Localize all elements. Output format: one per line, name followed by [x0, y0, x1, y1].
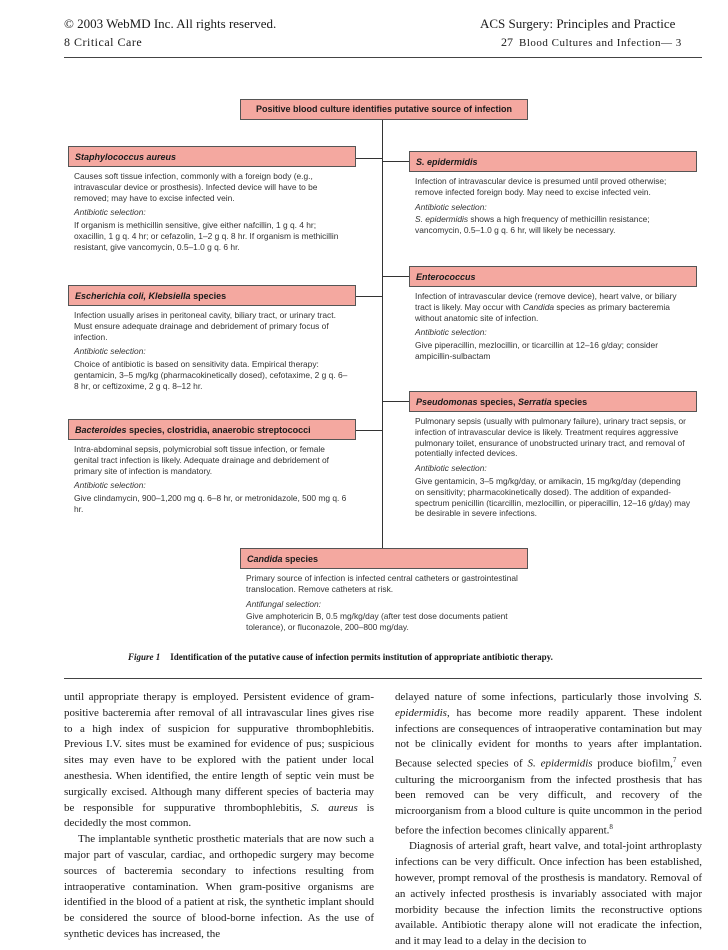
- figure-caption-text: Identification of the putative cause of infection permits institution of appropriate antibiotic therapy.: [170, 652, 553, 662]
- connector-staph: [355, 158, 382, 159]
- pseudo-desc: Pulmonary sepsis (usually with pulmonary failure), urinary tract sepsis, or infection of intravascular device is likely. Treatment requires aggressive pulmonary toilet, ensurance of unobstructed urinary tract, and removal of potentially infected devices.: [415, 416, 686, 459]
- entero-desc: Infection of intravascular device (remove device), heart valve, or biliary tract is likely. May occur with Candida species as primary bacteremia without anatomic site of infection.: [415, 291, 677, 323]
- right-column: [395, 690, 702, 950]
- entero-label: Antibiotic selection:: [415, 327, 487, 338]
- ecoli-therapy: Choice of antibiotic is based on sensitivity data. Empirical therapy: gentamicin, 3–5 mg/kg (pharmacokinetically dosed), cefotaxime, 2 g q. 6–8 hr, or ceftizoxime, 2 g q. 8–12 hr.: [74, 359, 348, 391]
- caption-rule: [64, 678, 702, 679]
- bact-title: Bacteroides species, clostridia, anaerobic streptococci: [68, 419, 356, 440]
- staph-label: Antibiotic selection:: [74, 207, 146, 218]
- connector-bact: [355, 430, 382, 431]
- figure-label: Figure 1: [128, 652, 161, 662]
- connector-entero: [382, 276, 409, 277]
- figure-caption: [128, 652, 553, 662]
- book-title: ACS Surgery: Principles and Practice: [480, 16, 676, 31]
- header-rule: [64, 57, 702, 58]
- box-enterococcus: [409, 266, 697, 366]
- pseudo-label: Antibiotic selection:: [415, 463, 487, 474]
- entero-title: Enterococcus: [409, 266, 697, 287]
- candida-label: Antifungal selection:: [246, 598, 321, 609]
- left-paragraph-1: until appropriate therapy is employed. Persistent evidence of gram-positive bacteremia after removal of all intravascular lines gives rise to a high index of suspicion for suppurative thrombophlebitis. Previous I.V. sites must be examined for evidence of pus; suspicious sites may even have to be explored with the patient under local anesthesia. When identified, the entire length of septic vein must be surgically excised. Although many different species of bacteria may be responsible for suppurative thrombophlebitis, S. aureus is decidedly the most common.: [64, 691, 374, 830]
- right-paragraph-2: Diagnosis of arterial graft, heart valve, and total-joint arthroplasty infections can be very difficult. Once infection has been established, however, prompt removal of the prosthesis is mandatory. Removal of an actively infected prosthesis is invariably associated with major morbidity because the infection limits the reconstructive options available. Antibiotic therapy alone will not eradicate the infection, and it may lead to a delay in the decision to: [395, 840, 702, 948]
- flowchart-top-box: Positive blood culture identifies putative source of infection: [240, 99, 528, 120]
- section-label: 8 Critical Care: [64, 35, 143, 49]
- box-pseudomonas-serratia: [409, 391, 697, 523]
- ecoli-title: Escherichia coli, Klebsiella species: [68, 285, 356, 306]
- sepi-label: Antibiotic selection:: [415, 201, 487, 212]
- box-staph-aureus: [68, 146, 356, 257]
- staph-therapy: If organism is methicillin sensitive, give either nafcillin, 1 g q. 4 hr; oxacillin, 1 g q. 4 hr; or cefazolin, 1–2 g q. 8 hr. If organism is methicillin resistant, give vancomycin, 0.5–1.0 g q. 6 hr.: [74, 220, 339, 252]
- staph-desc: Causes soft tissue infection, commonly with a foreign body (e.g., intravascular device or prosthesis). Infected device will have to be removed; may have to excise infected vein.: [74, 171, 318, 203]
- candida-therapy: Give amphotericin B, 0.5 mg/kg/day (after test dose documents patient tolerance), or fluconazole, 200–800 mg/day.: [246, 611, 508, 633]
- box-s-epidermidis: [409, 151, 697, 240]
- connector-ecoli: [355, 296, 382, 297]
- bact-label: Antibiotic selection:: [74, 480, 146, 491]
- left-column: [64, 690, 374, 943]
- left-paragraph-2: The implantable synthetic prosthetic materials that are now such a major part of vascular, cardiac, and orthopedic surgery may become sources of bacteremia secondary to infections resulting from intraoperative contamination. When gram-positive organisms are identified in the blood of a patient at risk, the synthetic implant should be considered the source of blood-borne infection. As the use of synthetic devices has increased, the: [64, 833, 374, 940]
- bact-therapy: Give clindamycin, 900–1,200 mg q. 6–8 hr, or metronidazole, 500 mg q. 6 hr.: [74, 493, 347, 514]
- box-bacteroides: [68, 419, 356, 519]
- sepi-therapy: S. epidermidis shows a high frequency of methicillin resistance; vancomycin, 0.5–1.0 g q. 6 hr, will likely be necessary.: [415, 214, 650, 236]
- staph-title: Staphylococcus aureus: [68, 146, 356, 167]
- sepi-title: S. epidermidis: [409, 151, 697, 172]
- pseudo-title: Pseudomonas species, Serratia species: [409, 391, 697, 412]
- candida-title: Candida species: [240, 548, 528, 569]
- ecoli-desc: Infection usually arises in peritoneal cavity, biliary tract, or urinary tract. Must ensure adequate drainage and debridement of primary focus of infection.: [74, 310, 336, 342]
- connector-pseudo: [382, 401, 409, 402]
- right-paragraph-1: delayed nature of some infections, particularly those involving S. epidermidis, has become more readily apparent. These indolent infections are consequences of intraoperative contamination but may not be clinically evident for months to years after implantation. Because selected species of S. epidermidis produce biofilm,$^7$ even culturing the microorganism from the infected prosthesis that has been removed can be very difficult, and recovery of the microorganism from a blood culture is quite uncommon in the period before the infection becomes clinically apparent.$^8$: [395, 691, 702, 837]
- trunk-line: [382, 120, 383, 548]
- copyright: © 2003 WebMD Inc. All rights reserved.: [64, 16, 277, 31]
- pseudo-therapy: Give gentamicin, 3–5 mg/kg/day, or amikacin, 15 mg/kg/day (depending on sensitivity; pharmacokinetically dosed). The addition of expanded-spectrum penicillin (ticarcillin, mezlocillin, or piperacillin, 12–16 g/day) may be desirable in severe infections.: [415, 475, 691, 519]
- entero-therapy: Give piperacillin, mezlocillin, or ticarcillin at 12–16 g/day; consider ampicillin-sulbactam: [415, 340, 658, 361]
- chapter-line: [501, 34, 682, 51]
- ecoli-label: Antibiotic selection:: [74, 346, 146, 357]
- box-ecoli-klebsiella: [68, 285, 356, 396]
- bact-desc: Intra-abdominal sepsis, polymicrobial soft tissue infection, or female genital tract infection is likely. Adequate drainage and debridement of primary site of infection is mandatory.: [74, 444, 329, 476]
- box-candida: [240, 548, 528, 637]
- sepi-desc: Infection of intravascular device is presumed until proved otherwise; remove infected foreign body. May need to excise infected vein.: [415, 176, 667, 197]
- chapter-number: 27: [501, 35, 513, 49]
- candida-desc: Primary source of infection is infected central catheters or gastrointestinal translocation. Remove catheters at risk.: [246, 573, 518, 594]
- connector-sepi: [382, 161, 409, 162]
- chapter-title: Blood Cultures and Infection— 3: [519, 37, 682, 49]
